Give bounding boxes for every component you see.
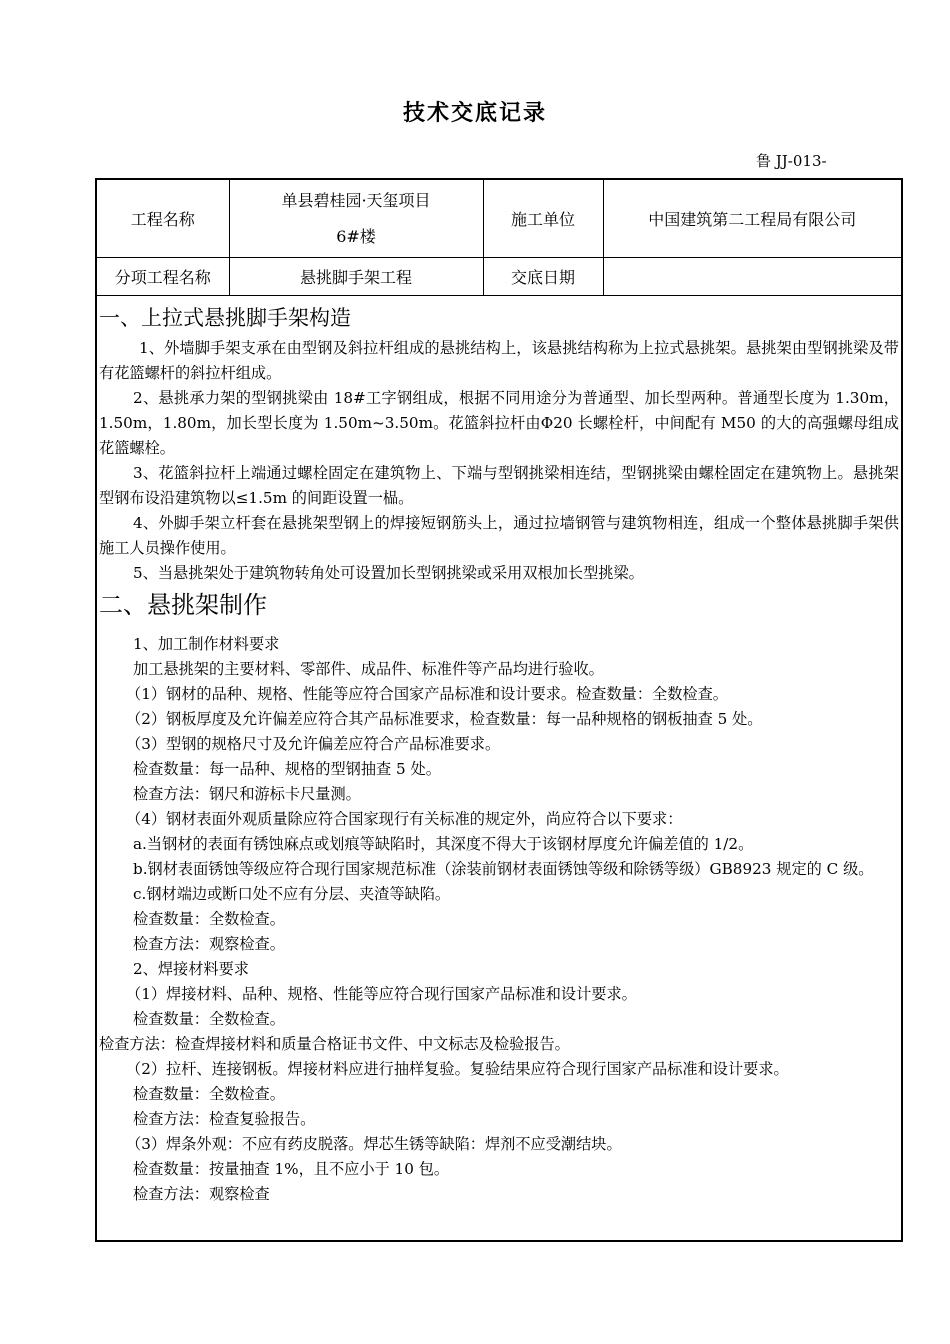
section2-line: 检查方法：观察检查 <box>133 1185 270 1203</box>
section2-line: 检查数量：全数检查。 <box>133 910 285 928</box>
section2-line: （2）拉杆、连接钢板。焊接材料应进行抽样复验。复验结果应符合现行国家产品标准和设计要求。 <box>126 1060 789 1078</box>
section2-line: 检查方法：钢尺和游标卡尺量测。 <box>133 785 361 803</box>
section2-line: 检查方法：观察检查。 <box>133 935 285 953</box>
section2-line: （4）钢材表面外观质量除应符合国家现行有关标准的规定外，尚应符合以下要求： <box>126 810 683 828</box>
section2-line: 1、加工制作材料要求 <box>133 635 280 653</box>
section2-line: 检查数量：全数检查。 <box>133 1085 285 1103</box>
section1-paragraph: 3、花篮斜拉杆上端通过螺栓固定在建筑物上、下端与型钢挑梁相连结，型钢挑梁由螺栓固定在建筑物上。悬挑架型钢布设沿建筑物以≤1.5m 的间距设置一榀。 <box>99 464 899 507</box>
section2-line: （1）焊接材料、品种、规格、性能等应符合现行国家产品标准和设计要求。 <box>126 985 637 1003</box>
section2-line: 检查数量：每一品种、规格的型钢抽查 5 处。 <box>133 760 441 778</box>
section2-line: （3）型钢的规格尺寸及允许偏差应符合产品标准要求。 <box>126 735 501 753</box>
section2-line: 检查数量：全数检查。 <box>133 1010 285 1028</box>
project-name-line1: 单县碧桂园·天玺项目 <box>281 190 431 210</box>
section2-line: （2）钢板厚度及允许偏差应符合其产品标准要求，检查数量：每一品种规格的钢板抽查 5 处。 <box>126 710 763 728</box>
date-value <box>603 258 901 296</box>
section1-paragraph: 2、悬挑承力架的型钢挑梁由 18#工字钢组成，根据不同用途分为普通型、加长型两种。普通型长度为 1.30m，1.50m，1.80m，加长型长度为 1.50m~3.50m。花篮斜拉杆由Φ20 长螺栓杆，中间配有 M50 的大的高强螺母组成花篮螺栓。 <box>99 389 899 457</box>
section1-paragraph: 1、外墙脚手架支承在由型钢及斜拉杆组成的悬挑结构上，该悬挑结构称为上拉式悬挑架。悬挑架由型钢挑梁及带有花篮螺杆的斜拉杆组成。 <box>99 339 899 382</box>
construction-unit-label: 施工单位 <box>483 180 603 258</box>
project-name-line2: 6#楼 <box>336 226 376 246</box>
section1-heading: 一、上拉式悬挑脚手架构造 <box>99 306 351 330</box>
section1-paragraph: 5、当悬挑架处于建筑物转角处可设置加长型钢挑梁或采用双根加长型挑梁。 <box>133 564 644 582</box>
record-form <box>95 178 903 1242</box>
section2-line: 检查方法：检查焊接材料和质量合格证书文件、中文标志及检验报告。 <box>99 1035 570 1053</box>
construction-unit-value: 中国建筑第二工程局有限公司 <box>603 180 901 258</box>
section2-line: 检查数量：按量抽查 1%，且不应小于 10 包。 <box>133 1160 450 1178</box>
section2-line: a.当钢材的表面有锈蚀麻点或划痕等缺陷时，其深度不得大于该钢材厚度允许偏差值的 1/2。 <box>133 835 754 853</box>
section2-line: 检查方法：检查复验报告。 <box>133 1110 316 1128</box>
section2-line: 2、焊接材料要求 <box>133 960 249 978</box>
document-code: 鲁 JJ-013- <box>756 152 827 170</box>
section1-paragraph: 4、外脚手架立杆套在悬挑架型钢上的焊接短钢筋头上，通过拉墙钢管与建筑物相连，组成一个整体悬挑脚手架供施工人员操作使用。 <box>99 514 899 557</box>
sub-project-value: 悬挑脚手架工程 <box>229 258 483 296</box>
header-table <box>97 180 901 296</box>
section2-line: b.钢材表面锈蚀等级应符合现行国家规范标准（涂装前钢材表面锈蚀等级和除锈等级）GB8923 规定的 C 级。 <box>133 860 874 878</box>
project-name-value <box>229 180 483 258</box>
section2-heading: 二、悬挑架制作 <box>99 591 267 619</box>
document-title: 技术交底记录 <box>402 100 547 126</box>
section2-line: 加工悬挑架的主要材料、零部件、成品件、标准件等产品均进行验收。 <box>133 660 604 678</box>
section2-line: （1）钢材的品种、规格、性能等应符合国家产品标准和设计要求。检查数量：全数检查。 <box>126 685 728 703</box>
section2-line: c.钢材端边或断口处不应有分层、夹渣等缺陷。 <box>133 885 451 903</box>
project-name-label: 工程名称 <box>97 180 229 258</box>
sub-project-label: 分项工程名称 <box>97 258 229 296</box>
date-label: 交底日期 <box>483 258 603 296</box>
section2-line: （3）焊条外观：不应有药皮脱落。焊芯生锈等缺陷：焊剂不应受潮结块。 <box>126 1135 622 1153</box>
content-body <box>97 296 901 1207</box>
